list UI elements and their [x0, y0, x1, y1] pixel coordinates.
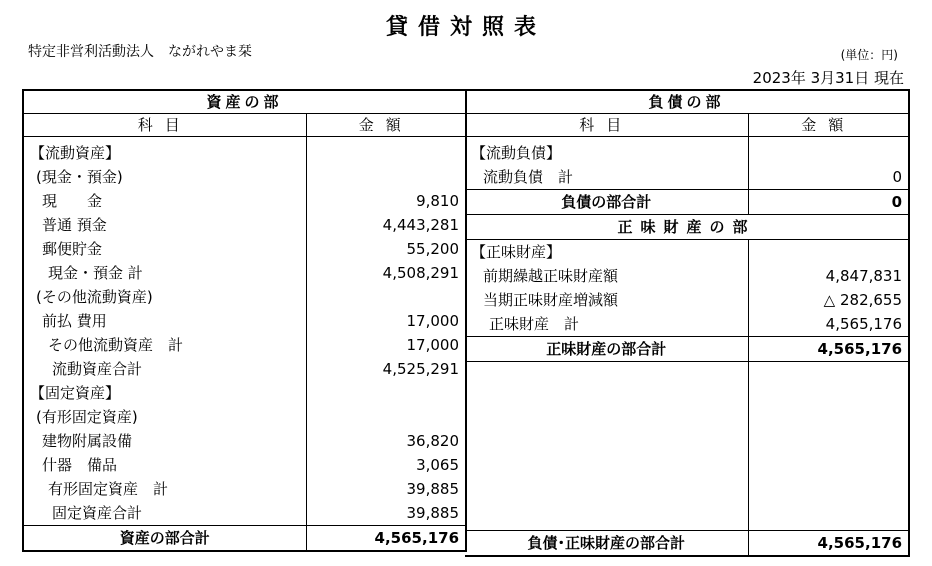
table-row: 【流動負債】 [465, 141, 909, 165]
net-assets-header: 正味財産の部 [465, 215, 909, 240]
liabilities-total-row [465, 190, 909, 215]
net-assets-header-row [465, 215, 909, 240]
liabilities-col-amount: 金額 [748, 114, 909, 137]
assets-total-row [23, 526, 466, 552]
liabilities-col-item: 科目 [465, 114, 748, 137]
table-row: 普通 預金 4,443,281 [23, 213, 466, 237]
table-row: (その他流動資産) [23, 285, 466, 309]
table-row: 【正味財産】 [465, 240, 909, 265]
net-assets-total-row [465, 337, 909, 362]
assets-col-item: 科目 [23, 114, 306, 137]
table-row: 【流動資産】 [23, 141, 466, 165]
report-date: 2023年 3月31日 現在 [752, 69, 904, 87]
table-row: 什器 備品 3,065 [23, 453, 466, 477]
table-row: 郵便貯金 55,200 [23, 237, 466, 261]
table-row: 固定資産合計 39,885 [23, 501, 466, 526]
table-row: 当期正味財産増減額 △ 282,655 [465, 288, 909, 312]
grand-total-amount: 4,565,176 [748, 531, 909, 557]
table-row: (有形固定資産) [23, 405, 466, 429]
table-row: 前払 費用 17,000 [23, 309, 466, 333]
assets-total-label: 資産の部合計 [23, 526, 306, 552]
liabilities-table [465, 89, 910, 557]
grand-total-row [465, 531, 909, 557]
table-row: (現金・預金) [23, 165, 466, 189]
grand-total-label: 負債･正味財産の部合計 [465, 531, 748, 557]
assets-header: 資産の部 [23, 90, 466, 114]
liabilities-header: 負債の部 [465, 90, 909, 114]
liabilities-total-amount: 0 [748, 190, 909, 215]
table-row: 前期繰越正味財産額 4,847,831 [465, 264, 909, 288]
table-row: 正味財産 計 4,565,176 [465, 312, 909, 337]
table-row: 現金・預金 計 4,508,291 [23, 261, 466, 285]
organization-name: 特定非営利活動法人 ながれやま栞 [28, 44, 252, 60]
table-row: その他流動資産 計 17,000 [23, 333, 466, 357]
table-row: 流動資産合計 4,525,291 [23, 357, 466, 381]
table-row: 【固定資産】 [23, 381, 466, 405]
table-row: 建物附属設備 36,820 [23, 429, 466, 453]
assets-table [22, 89, 467, 552]
net-assets-total-label: 正味財産の部合計 [465, 337, 748, 362]
document-title: 貸借対照表 [385, 15, 546, 40]
table-row: 有形固定資産 計 39,885 [23, 477, 466, 501]
assets-total-amount: 4,565,176 [306, 526, 466, 552]
net-assets-total-amount: 4,565,176 [748, 337, 909, 362]
unit-label: (単位：円) [840, 48, 898, 62]
table-row: 現 金 9,810 [23, 189, 466, 213]
assets-col-amount: 金額 [306, 114, 466, 137]
liabilities-total-label: 負債の部合計 [465, 190, 748, 215]
table-row: 流動負債 計 0 [465, 165, 909, 190]
